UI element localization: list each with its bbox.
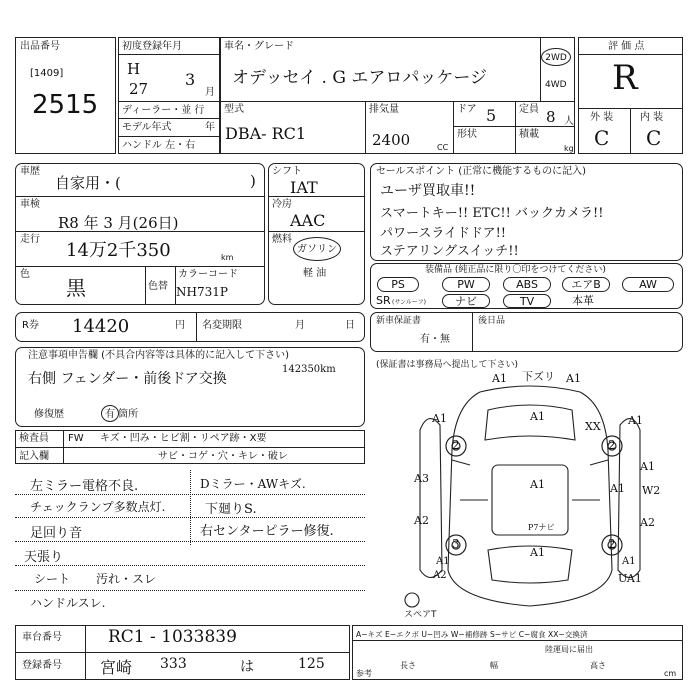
dealer-label: ディーラー・並 行 — [122, 105, 205, 116]
color-value: 黒 — [66, 276, 86, 300]
shift-value: IAT — [290, 178, 318, 197]
mark-p7-navi: P7ナビ — [528, 523, 555, 532]
legend-ref: 参考 — [356, 669, 372, 678]
mark-a1-rear: A1 — [530, 546, 545, 559]
drive-4wd: 4WD — [545, 80, 567, 90]
model-year-label: モデル年式 — [122, 122, 172, 133]
vehicle-name: オデッセイ . G エアロパッケージ — [232, 68, 488, 88]
grade-label: 評 価 点 — [608, 41, 645, 52]
repair-circle — [101, 405, 119, 422]
repair-label: 修復歴 — [34, 409, 64, 420]
legend-cm: cm — [664, 669, 677, 678]
displacement-label: 排気量 — [369, 104, 399, 115]
equip-aw: AW — [622, 277, 674, 292]
selling-point-4: ステアリングスイッチ!! — [380, 244, 519, 259]
shape-label: 形状 — [457, 129, 477, 140]
equip-sr: SR — [376, 294, 391, 307]
plate-label: 登録番号 — [22, 660, 62, 671]
handle-label: ハンドル 左・右 — [122, 140, 196, 151]
mark-kuzuri: 下ズリ — [522, 370, 555, 383]
after-label: 後日品 — [478, 316, 506, 326]
notes-mileage: 142350km — [282, 364, 336, 375]
warranty-label: 新車保証書 — [376, 316, 422, 326]
inspector-legend-2: サビ・コゲ・穴・キレ・破レ — [158, 451, 288, 462]
inspection-label: 車検 — [20, 199, 40, 210]
equip-ps: PS — [377, 277, 419, 292]
comment-4: 天張り — [24, 550, 64, 565]
capacity: 8 — [546, 108, 556, 126]
legend-height: 高さ — [590, 661, 606, 670]
meigi-day: 日 — [345, 320, 355, 331]
mileage-label: 走行 — [20, 234, 40, 245]
plate-kana: は — [240, 659, 254, 675]
wheel-fl-num: 2 — [452, 438, 460, 452]
history-value: 自家用・( — [55, 174, 121, 192]
mark-a3: A3 — [414, 472, 429, 485]
mark-a1-top-right: A1 — [566, 372, 581, 385]
capacity-unit: 人 — [564, 116, 574, 127]
equip-pw: PW — [442, 277, 490, 292]
mark-a1-far-right: A1 — [640, 460, 655, 473]
legend-width: 幅 — [490, 661, 498, 670]
doors-label: ドア — [457, 104, 477, 115]
inspector-fw: FW — [68, 433, 84, 444]
equip-leather: 本革 — [572, 294, 594, 307]
equip-tv: TV — [503, 294, 551, 308]
mark-a1-roof: A1 — [530, 478, 545, 491]
vehicle-type: DBA- RC1 — [225, 124, 307, 143]
meigi-month: 月 — [295, 320, 305, 331]
lot-code: [1409] — [30, 68, 64, 79]
equip-airbag: エアB — [562, 277, 610, 292]
reg-era: H — [127, 60, 141, 78]
recycle-value: 14420 — [72, 316, 130, 337]
legend-len: 長さ — [400, 661, 416, 670]
diagram-note: (保証書は事務局へ提出して下さい) — [376, 360, 519, 370]
recycle-box — [15, 312, 365, 342]
meigi-label: 名変期限 — [202, 320, 242, 331]
shift-label: シフト — [272, 166, 302, 177]
history-label: 車歴 — [20, 166, 40, 177]
mark-a1-side: A1 — [610, 482, 625, 495]
mileage-unit: km — [221, 253, 234, 262]
comment-3: 足回り音 — [30, 526, 83, 541]
mark-a1-top-left: A1 — [492, 372, 507, 385]
comment-7: ハンドルスレ. — [30, 596, 106, 610]
exterior-label: 外 装 — [590, 112, 614, 123]
inspector-label: 検査員 — [19, 433, 49, 444]
fuel-gas: ガソリン — [297, 244, 337, 255]
wheel-rl-num: 3 — [452, 537, 460, 551]
plate-class: 333 — [160, 656, 187, 672]
chassis-label: 車台番号 — [22, 632, 62, 643]
selling-points-label: セールスポイント (正常に機能するものに記入) — [376, 166, 587, 177]
plate-num: 125 — [298, 656, 325, 672]
cc-unit: CC — [437, 143, 449, 152]
doors: 5 — [486, 106, 497, 125]
vehicle-name-label: 車名・グレード — [224, 41, 294, 52]
notes-text: 右側 フェンダー・前後ドア交換 — [28, 371, 227, 387]
equip-sr-note: (サンルーフ) — [392, 299, 426, 306]
comment-9: 下廻りS. — [205, 502, 257, 517]
reg-year: 27 — [129, 80, 149, 98]
plate-area: 宮崎 — [100, 658, 133, 677]
comment-6: 汚れ・スレ — [96, 572, 157, 586]
kg-unit: kg — [564, 144, 574, 153]
first-reg-label: 初度登録年月 — [122, 41, 182, 52]
mark-a2-rear-left: A2 — [433, 570, 447, 581]
mark-a2-left: A2 — [414, 514, 429, 527]
mark-a1-rear-left: A1 — [436, 556, 450, 567]
exterior-grade: C — [594, 126, 610, 150]
equip-navi: ナビ — [442, 294, 490, 308]
recycle-label: R券 — [22, 320, 39, 331]
equip-abs: ABS — [503, 277, 551, 292]
comment-8: Dミラー・AWキズ. — [200, 477, 306, 491]
legend-items: A−キズ E−エクボ U−凹み W−補修跡 S−サビ C−腐食 XX−交換済 — [356, 630, 588, 639]
grade-score: R — [612, 58, 638, 98]
mark-a1-hood: A1 — [530, 410, 545, 423]
wheel-rr-num: 2 — [608, 537, 616, 551]
inspector-legend-1: キズ・凹み・ヒビ割・リペア跡・X要 — [100, 433, 267, 444]
mark-xx: XX — [585, 420, 601, 433]
model-year-unit: 年 — [205, 122, 215, 133]
load-label: 積載 — [519, 129, 539, 140]
interior-label: 内 装 — [640, 112, 664, 123]
lot-number: 2515 — [32, 90, 99, 120]
drive-2wd: 2WD — [541, 48, 571, 66]
selling-point-1: ユーザ買取車!! — [380, 183, 476, 199]
spare-tire: スペアT — [404, 610, 437, 620]
lot-label: 出品番号 — [20, 41, 60, 52]
history-close: ) — [250, 172, 256, 190]
equipment-label: 装備品 (純正品に限り〇印をつけてください) — [425, 265, 606, 275]
mileage-value: 14万2千350 — [66, 240, 171, 261]
comment-5: シート — [34, 572, 71, 586]
comment-1: 左ミラー電格不良. — [30, 479, 139, 494]
mark-a1-left: A1 — [432, 412, 447, 425]
reg-month: 3 — [185, 70, 196, 89]
notes-label: 注意事項申告欄 (不具合内容等は具体的に記入して下さい) — [28, 350, 289, 361]
selling-point-2: スマートキー!! ETC!! バックカメラ!! — [380, 206, 604, 221]
history-box — [15, 163, 265, 305]
color-label: 色 — [20, 269, 30, 280]
mark-a2-right: A2 — [640, 516, 655, 529]
displacement: 2400 — [372, 131, 411, 149]
mark-ua1: UA1 — [618, 572, 642, 585]
mark-a1-right: A1 — [628, 414, 643, 427]
ac-value: AAC — [290, 211, 326, 230]
capacity-label: 定員 — [519, 104, 539, 115]
mark-w2: W2 — [642, 484, 661, 497]
fuel-diesel: 軽 油 — [303, 268, 327, 279]
fuel-label: 燃料 — [272, 234, 292, 245]
comment-2: チェックランプ多数点灯. — [30, 500, 166, 514]
color-code-label: カラーコード — [178, 269, 238, 280]
wheel-fr-num: 2 — [608, 438, 616, 452]
repair-value: 有 箇所 — [105, 409, 139, 420]
recycle-unit: 円 — [175, 320, 185, 331]
mark-a1-rear-right: A1 — [622, 556, 636, 567]
color-change-label: 色替 — [148, 281, 168, 292]
legend-cert: 陸運局に届出 — [545, 645, 593, 654]
selling-point-3: パワースライドドア!! — [380, 226, 507, 241]
ac-label: 冷房 — [272, 199, 292, 210]
comment-10: 右センターピラー修復. — [200, 524, 334, 539]
reg-month-unit: 月 — [205, 87, 215, 98]
inspection-value: R8 年 3 月(26日) — [58, 214, 179, 232]
chassis-value: RC1 - 1033839 — [108, 627, 237, 647]
warranty-value: 有・無 — [420, 334, 450, 345]
color-code: NH731P — [176, 285, 228, 299]
record-label: 記入欄 — [19, 451, 49, 462]
interior-grade: C — [646, 126, 662, 150]
vehicle-type-label: 型式 — [224, 104, 244, 115]
